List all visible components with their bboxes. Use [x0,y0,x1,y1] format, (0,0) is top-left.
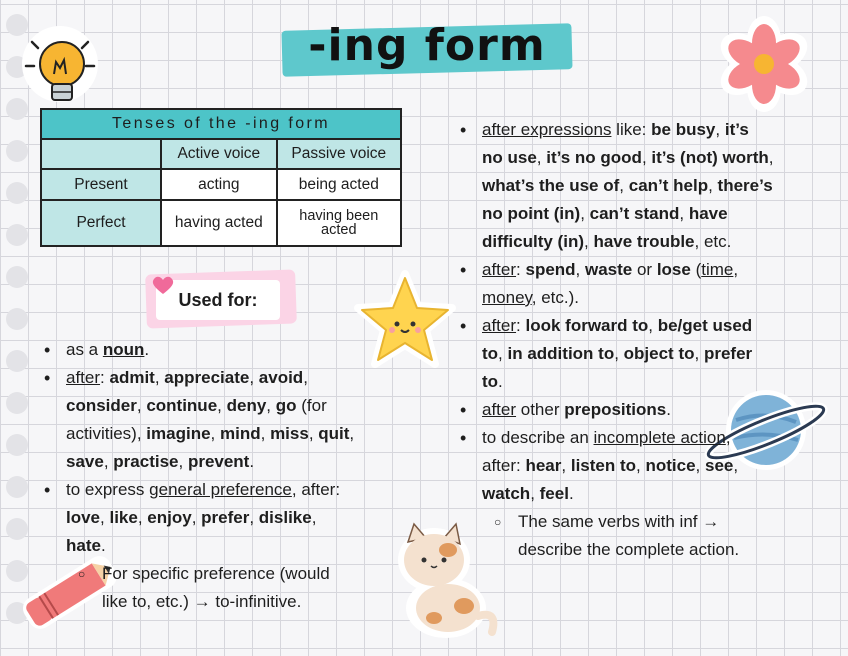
sub-list-item: ○ The same verbs with inf → describe the complete action. [462,508,822,564]
used-for-heading: Used for: [178,290,258,310]
list-item: • as a noun. [46,336,416,364]
binder-hole [6,392,28,414]
table-cell [277,200,401,246]
lightbulb-icon [18,22,102,114]
left-column [46,336,416,616]
row-label: Perfect [41,200,161,246]
column-header: Active voice [161,139,277,169]
table-cell: having acted [161,200,277,246]
binder-hole [6,518,28,540]
sub-list-item: ○ For specific preference (would like to, etc.) → to-infinitive. [46,560,416,616]
binder-hole [6,350,28,372]
tenses-table [40,108,402,247]
table-title: Tenses of the -ing form [41,109,401,139]
binder-hole [6,266,28,288]
binder-hole [6,224,28,246]
right-column [462,116,822,564]
binder-hole [6,182,28,204]
page-title: -ing form [308,20,546,71]
list-item: • after: look forward to, be/get used to, in addition to, object to, prefer to. [462,312,822,396]
list-item: • after: spend, waste or lose (time, money, etc.). [462,256,822,312]
flower-icon [714,12,814,112]
list-item: • to express general preference, after: love, like, enjoy, prefer, dislike, hate. [46,476,416,560]
table-corner [41,139,161,169]
binder-hole [6,476,28,498]
column-header: Passive voice [277,139,401,169]
list-item: • to describe an incomplete action, after: hear, listen to, notice, see, watch, feel. [462,424,822,508]
row-label: Present [41,169,161,200]
table-cell: being acted [277,169,401,200]
cell-line: having been [299,208,379,224]
table-cell: acting [161,169,277,200]
keyword: noun [102,340,145,359]
binder-hole [6,140,28,162]
list-item: • after expressions like: be busy, it’s no use, it’s no good, it’s (not) worth, what’s the use of, can’t help, there’s no point (in), can’t stand, have difficulty (in), have trouble, etc. [462,116,822,256]
binder-hole [6,308,28,330]
binder-hole [6,434,28,456]
list-item: • after: admit, appreciate, avoid, consider, continue, deny, go (for activities), imagine, mind, miss, quit, save, practise, prevent. [46,364,416,476]
cell-line: acted [321,222,357,238]
list-item: • after other prepositions. [462,396,822,424]
